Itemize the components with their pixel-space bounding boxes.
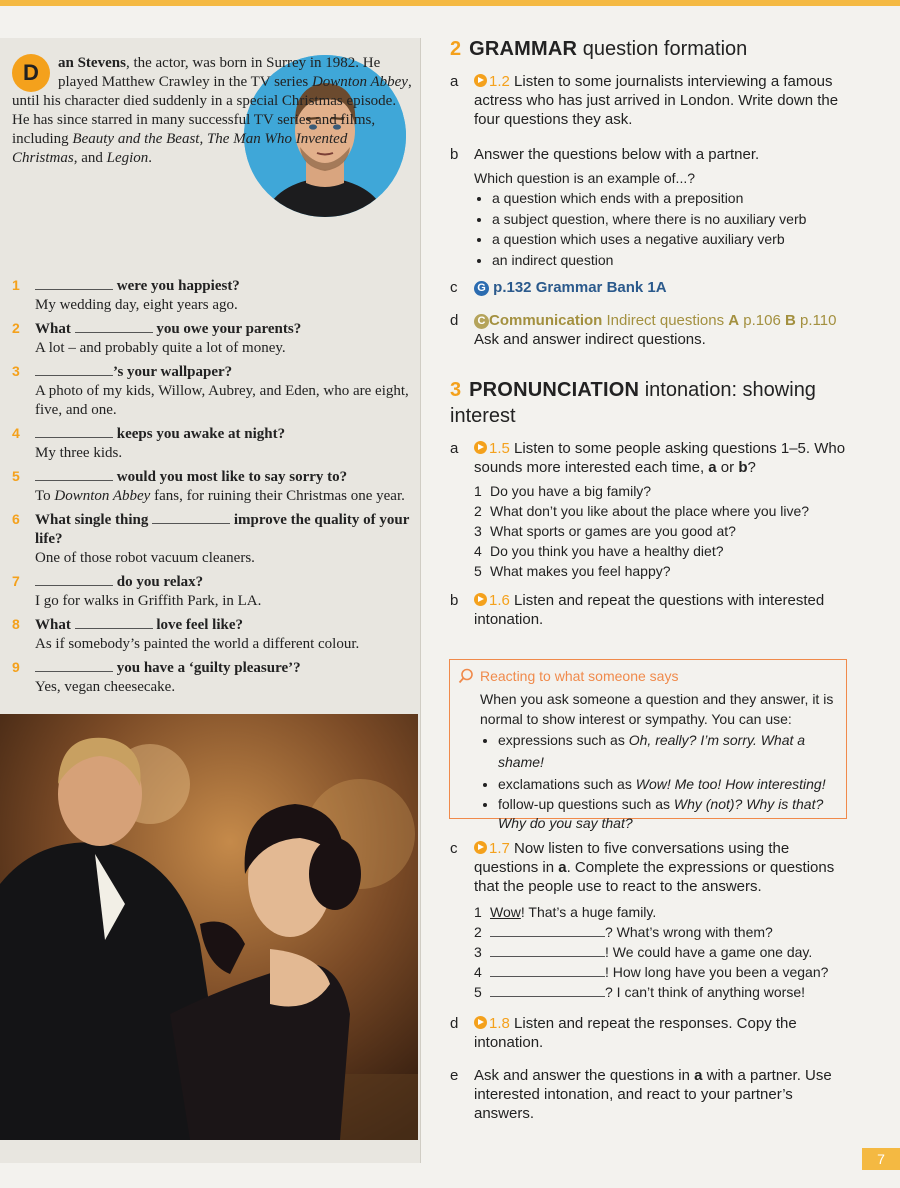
grammar-item-c [450, 278, 850, 297]
item-text: Listen to some people asking questions 1–5. Who sounds more interested each time, [474, 440, 846, 476]
response-blank[interactable] [490, 984, 605, 997]
qa-answer [35, 487, 412, 506]
qa-answer: A lot – and probably quite a lot of money. [35, 340, 286, 356]
item-bold-ref: a [558, 859, 567, 876]
student-a-page[interactable]: p.106 [743, 312, 781, 329]
bio-text-2: , until his character died suddenly in a special Christmas episode. He has since starred in many successful TV series and films, including [12, 74, 412, 147]
qa-number: 9 [12, 659, 20, 675]
answer-blank[interactable] [75, 615, 153, 629]
qa-answer: My wedding day, eight years ago. [35, 297, 238, 313]
list-item: 2 ? What’s wrong with them? [474, 924, 773, 940]
qa-answer: A photo of my kids, Willow, Aubrey, and Eden, who are eight, five, and one. [35, 383, 409, 418]
list-item: • expressions such as Oh, really? I’m sorry. What a shame! [498, 729, 836, 773]
list-item: 4 Do you think you have a healthy diet? [474, 543, 724, 559]
page-number: 7 [862, 1148, 900, 1170]
item-text-end: ? [747, 459, 756, 476]
item-letter: b [450, 592, 459, 609]
grammar-item-b [450, 145, 850, 270]
qa-item [12, 572, 412, 611]
list-item: 3 What sports or games are you good at? [474, 523, 736, 539]
answer-blank[interactable] [75, 319, 153, 333]
item-letter: a [450, 440, 459, 457]
qa-number: 5 [12, 468, 20, 484]
answer-blank[interactable] [35, 276, 113, 290]
list-item: 2 What don’t you like about the place where you live? [474, 503, 810, 519]
item-text: Listen and repeat the questions with interested intonation. [474, 592, 825, 628]
item-letter: d [450, 1015, 459, 1032]
qa-question-post: ’s your wallpaper? [113, 364, 233, 380]
grammar-bank-icon: G [474, 281, 489, 296]
response-example: Wow [490, 904, 521, 920]
qa-answer: One of those robot vacuum cleaners. [35, 550, 255, 566]
answer-blank[interactable] [35, 362, 113, 376]
qa-answer-post: fans, for ruining their Christmas one year. [150, 488, 405, 504]
pron-item-b [450, 591, 850, 629]
item-text: Listen and repeat the responses. Copy the intonation. [474, 1015, 797, 1051]
dropcap-badge: D [12, 54, 50, 92]
top-accent-bar [0, 0, 900, 6]
qa-number: 1 [12, 277, 20, 293]
qa-number: 8 [12, 616, 20, 632]
grammar-item-a [450, 72, 850, 129]
answer-blank[interactable] [35, 467, 113, 481]
audio-track: 1.2 [489, 73, 510, 90]
right-column-lower [450, 839, 850, 1123]
pron-item-a [450, 439, 850, 581]
list-item: 4 ! How long have you been a vegan? [474, 964, 829, 980]
item-letter: e [450, 1067, 459, 1084]
qa-item [12, 510, 412, 568]
student-b-label: B [785, 312, 796, 329]
audio-icon[interactable] [474, 1016, 487, 1029]
section-title: PRONUNCIATION [469, 379, 640, 401]
qa-question-post: you have a ‘guilty pleasure’? [113, 660, 301, 676]
qa-item [12, 615, 412, 654]
qa-item [12, 276, 412, 315]
bio-paragraph [12, 54, 412, 168]
qa-item [12, 467, 412, 506]
bio-text-3: , and [73, 150, 107, 166]
list-item: 5 What makes you feel happy? [474, 563, 671, 579]
tip-box-intro: When you ask someone a question and they answer, it is normal to show interest or sympathy. You can use: [480, 691, 834, 727]
qa-question-post: love feel like? [152, 617, 243, 633]
bio-name: an Stevens [58, 55, 126, 71]
item-subtext: Which question is an example of...? [474, 170, 696, 186]
downton-abbey-dance-photo [0, 714, 418, 1140]
answer-blank[interactable] [35, 658, 113, 672]
qa-item [12, 658, 412, 697]
audio-track: 1.5 [489, 440, 510, 457]
qa-question-pre: What [35, 321, 75, 337]
qa-question-pre: What [35, 617, 75, 633]
audio-icon[interactable] [474, 593, 487, 606]
communication-label: Communication [489, 312, 603, 329]
response-blank[interactable] [490, 944, 605, 957]
qa-answer: My three kids. [35, 445, 123, 461]
qa-question-post: were you happiest? [113, 278, 240, 294]
item-letter: c [450, 840, 458, 857]
audio-track: 1.8 [489, 1015, 510, 1032]
grammar-heading [450, 36, 850, 62]
item-bold-ref: a [694, 1067, 703, 1084]
section-subtitle: intonation: showing interest [450, 379, 816, 427]
qa-question-post: improve the quality of your life? [35, 512, 410, 547]
item-letter: d [450, 312, 459, 329]
pronunciation-heading [450, 377, 850, 429]
bio-film-last: Legion [106, 150, 149, 166]
option-b: b [738, 459, 748, 476]
student-a-label: A [728, 312, 740, 329]
bio-text-1: , the actor, was born in Surrey in 1982. He played Matthew Crawley in the TV series [58, 55, 381, 90]
magnifier-icon [458, 668, 474, 684]
qa-number: 4 [12, 425, 20, 441]
interview-qa-list [12, 276, 412, 701]
qa-item [12, 362, 412, 420]
list-item: 1 Do you have a big family? [474, 483, 652, 499]
qa-answer: As if somebody’s painted the world a different colour. [35, 636, 360, 652]
list-item: 3 ! We could have a game one day. [474, 944, 813, 960]
communication-topic: Indirect questions [606, 312, 725, 329]
list-item: 1 Wow! That’s a huge family. [474, 904, 657, 920]
qa-answer: Yes, vegan cheesecake. [35, 679, 176, 695]
qa-answer-italic: Downton Abbey [54, 488, 151, 504]
list-item: • exclamations such as Wow! Me too! How interesting! [498, 773, 836, 795]
qa-question-post: keeps you awake at night? [113, 426, 286, 442]
qa-question-pre: What single thing [35, 512, 153, 528]
qa-question-post: would you most like to say sorry to? [113, 469, 348, 485]
pron-item-d [450, 1014, 850, 1052]
qa-question-post: do you relax? [113, 574, 204, 590]
qa-item [12, 424, 412, 463]
audio-track: 1.6 [489, 592, 510, 609]
section-number: 2 [450, 38, 462, 60]
list-item: • a question which uses a negative auxiliary verb [492, 229, 850, 250]
list-item: • follow-up questions such as Why (not)? Why is that? Why do you say that? [498, 795, 836, 833]
bio-show: Downton Abbey [311, 74, 408, 90]
item-text-2: . Complete the expressions or questions that the people use to react to the answers. [474, 859, 835, 895]
student-b-page[interactable]: p.110 [800, 312, 837, 329]
qa-number: 2 [12, 320, 20, 336]
list-item: 5 ? I can’t think of anything worse! [474, 984, 805, 1000]
item-text: Listen to some journalists interviewing a famous actress who has just arrived in London. Write down the four questions they ask. [474, 73, 839, 128]
audio-icon[interactable] [474, 441, 487, 454]
item-letter: b [450, 146, 459, 163]
bio-text-4: . [148, 150, 153, 166]
answer-blank[interactable] [35, 424, 113, 438]
qa-number: 3 [12, 363, 20, 379]
response-blank[interactable] [490, 924, 605, 937]
option-a: a [708, 459, 717, 476]
bio-films: Beauty and the Beast, The Man Who Invented Christmas [12, 131, 348, 166]
qa-answer: I go for walks in Griffith Park, in LA. [35, 593, 262, 609]
question-type-list [474, 188, 850, 270]
item-text: Ask and answer the questions in [474, 1067, 695, 1084]
list-item: • a subject question, where there is no auxiliary verb [492, 209, 850, 230]
item-text: Answer the questions below with a partner. [474, 146, 760, 163]
qa-number: 7 [12, 573, 20, 589]
qa-answer-pre: To [35, 488, 55, 504]
section-subtitle: question formation [582, 38, 748, 60]
tip-box-title: Reacting to what someone says [480, 668, 679, 684]
grammar-bank-link[interactable]: p.132 Grammar Bank 1A [493, 279, 667, 296]
questions-list [474, 481, 850, 581]
grammar-item-d [450, 311, 850, 349]
pron-item-c [450, 839, 850, 1002]
item-text: Ask and answer indirect questions. [474, 331, 706, 348]
right-column [450, 36, 850, 629]
section-title: GRAMMAR [469, 38, 578, 60]
qa-question-post: you owe your parents? [152, 321, 302, 337]
response-blank[interactable] [490, 964, 605, 977]
item-text: Now listen to five conversations using the questions in [474, 840, 790, 876]
answer-blank[interactable] [152, 510, 230, 524]
audio-track: 1.7 [489, 840, 510, 857]
item-text-or: or [716, 459, 739, 476]
list-item: • an indirect question [492, 250, 850, 271]
audio-icon[interactable] [474, 74, 487, 87]
audio-icon[interactable] [474, 841, 487, 854]
responses-list [474, 902, 850, 1002]
reacting-tip-box [449, 659, 847, 831]
item-text-2: with a partner. Use interested intonation, and react to your partner’s answers. [474, 1067, 832, 1122]
answer-blank[interactable] [35, 572, 113, 586]
item-letter: c [450, 279, 458, 296]
pron-item-e [450, 1066, 850, 1123]
communication-icon: C [474, 314, 489, 329]
section-number: 3 [450, 379, 462, 401]
qa-item [12, 319, 412, 358]
item-letter: a [450, 73, 459, 90]
tip-box-list [480, 729, 836, 833]
list-item: • a question which ends with a preposition [492, 188, 850, 209]
qa-number: 6 [12, 511, 20, 527]
